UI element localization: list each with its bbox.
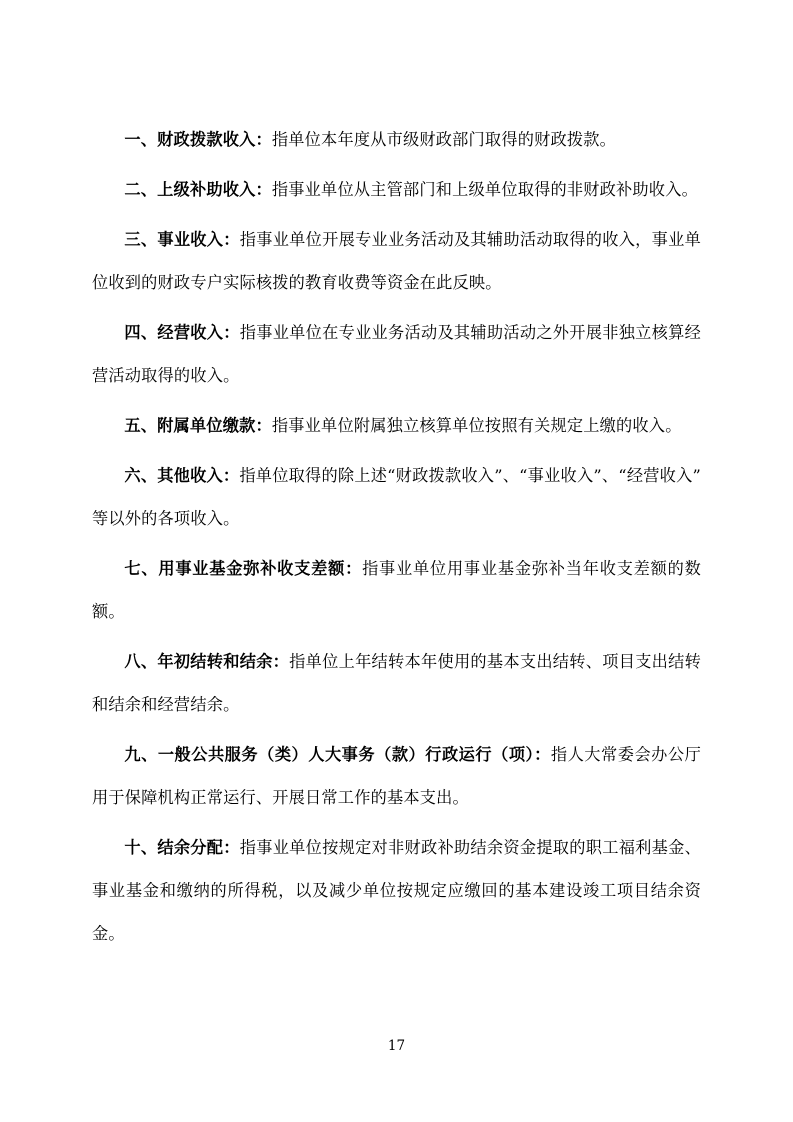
definition-body: 指单位本年度从市级财政部门取得的财政拨款。 — [271, 130, 617, 149]
definition-body: 指事业单位附属独立核算单位按照有关规定上缴的收入。 — [271, 416, 682, 435]
definition-entry — [92, 118, 701, 161]
definition-entry — [92, 218, 701, 304]
definition-entry — [92, 311, 701, 397]
definition-term: 八、年初结转和结余： — [124, 652, 290, 671]
page-number: 17 — [387, 1038, 406, 1054]
definition-term: 五、附属单位缴款： — [124, 416, 272, 435]
definition-body: 指人大常委会办公厅用于保障机构正常运行、开展日常工作的基本支出。 — [92, 745, 701, 807]
definition-term: 四、经营收入： — [124, 323, 240, 342]
definition-term: 二、上级补助收入： — [124, 180, 272, 199]
definition-entry — [92, 168, 701, 211]
definition-body: 指事业单位在专业业务活动及其辅助活动之外开展非独立核算经营活动取得的收入。 — [92, 323, 701, 385]
definition-term: 十、结余分配： — [124, 838, 240, 857]
definition-entry — [92, 454, 701, 540]
definition-entry — [92, 547, 701, 633]
definition-entry — [92, 640, 701, 726]
definition-entry — [92, 826, 701, 955]
definition-term: 一、财政拨款收入： — [124, 130, 272, 149]
definition-term: 七、用事业基金弥补收支差额： — [124, 559, 363, 578]
definition-entry — [92, 404, 701, 447]
definition-term: 六、其他收入： — [124, 466, 240, 485]
definition-body: 指事业单位用事业基金弥补当年收支差额的数额。 — [92, 559, 701, 621]
definition-body: 指事业单位从主管部门和上级单位取得的非财政补助收入。 — [271, 180, 698, 199]
definition-term: 九、一般公共服务（类）人大事务（款）行政运行（项）： — [124, 745, 551, 764]
definition-body: 指事业单位开展专业业务活动及其辅助活动取得的收入，事业单位收到的财政专户实际核拨的教育收费等资金在此反映。 — [92, 230, 701, 292]
definition-body: 指单位上年结转本年使用的基本支出结转、项目支出结转和结余和经营结余。 — [92, 652, 702, 714]
definition-body: 指事业单位按规定对非财政补助结余资金提取的职工福利基金、事业基金和缴纳的所得税，以及减少单位按规定应缴回的基本建设竣工项目结余资金。 — [92, 838, 701, 943]
definition-entry — [92, 733, 701, 819]
definition-body: 指单位取得的除上述“财政拨款收入”、“事业收入”、“经营收入”等以外的各项收入。 — [92, 466, 701, 528]
definition-term: 三、事业收入： — [124, 230, 240, 249]
